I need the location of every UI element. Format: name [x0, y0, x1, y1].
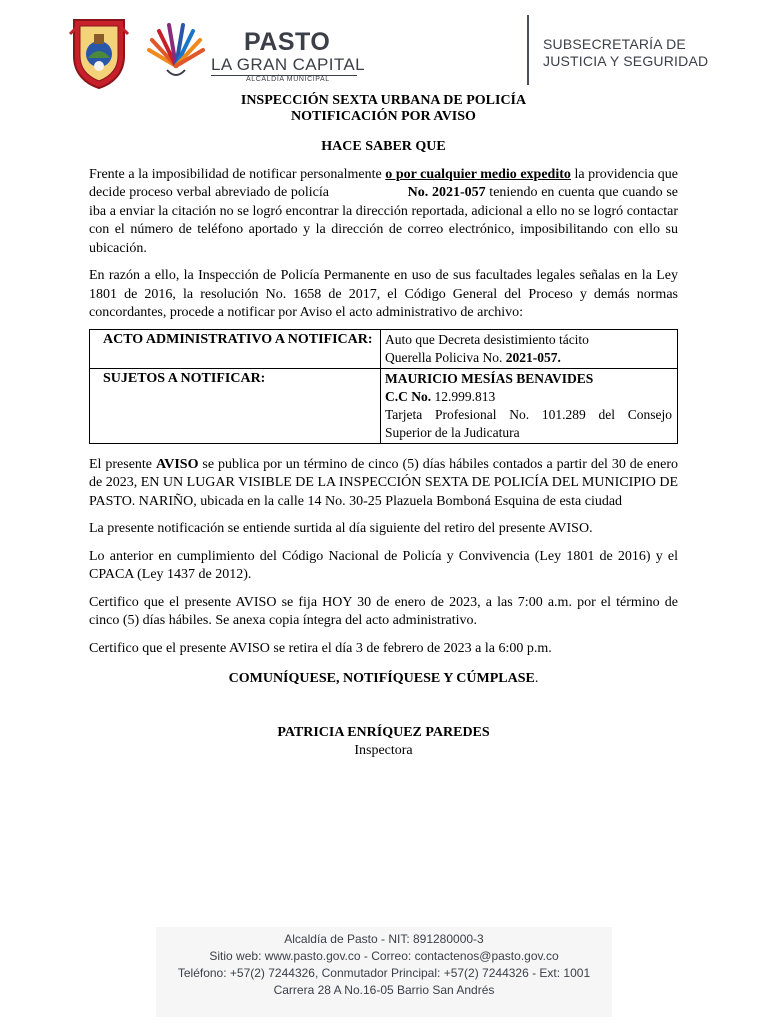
- department-line-2: JUSTICIA Y SEGURIDAD: [543, 53, 709, 69]
- footer-line-1: Alcaldía de Pasto - NIT: 891280000-3: [284, 932, 484, 946]
- paragraph-surtida: La presente notificación se entiende surtida al día siguiente del retiro del presente AVISO.: [89, 521, 593, 536]
- notification-table: [89, 329, 678, 444]
- document-subtitle: NOTIFICACIÓN POR AVISO: [291, 109, 476, 124]
- acto-value-line-1: Auto que Decreta desistimiento tácito: [385, 331, 589, 347]
- paragraph-certifico-fija: Certifico que el presente AVISO se fija HOY 30 de enero de 2023, a las 7:00 a.m. por el término de cinco (5) días hábiles. Se anexa copia íntegra del acto administrativo.: [89, 594, 678, 628]
- querella-label: Querella Policiva No.: [385, 349, 506, 365]
- subject-id: [385, 388, 672, 406]
- acto-key: ACTO ADMINISTRATIVO A NOTIFICAR:: [90, 329, 381, 368]
- footer-line-2: Sitio web: www.pasto.gov.co - Correo: contactenos@pasto.gov.co: [209, 949, 559, 963]
- page-footer: [156, 927, 612, 1017]
- p3-text-a: El presente: [89, 456, 156, 472]
- p1-text-c: teniendo en cuenta que cuando se iba a enviar la citación no se logró encontrar la dirección reportada, adicional a ello no se logró contactar con el número de teléfono aportado y la dirección de correo electrónico, imposibilitando con ello su ubicación.: [89, 185, 678, 256]
- brand-name: PASTO: [244, 28, 331, 56]
- p1-text-a: Frente a la imposibilidad de notificar personalmente: [89, 166, 386, 182]
- table-row: [90, 368, 678, 443]
- footer-line-3: Teléfono: +57(2) 7244326, Conmutador Principal: +57(2) 7244326 - Ext: 1001: [177, 966, 591, 980]
- cc-label: C.C No.: [385, 388, 432, 404]
- paragraph-intro: [89, 166, 678, 259]
- header-divider: [527, 15, 529, 85]
- acto-value: [381, 329, 678, 368]
- document-title: INSPECCIÓN SEXTA URBANA DE POLICÍA: [240, 93, 527, 108]
- footer-line-4: Carrera 28 A No.16-05 Barrio San Andrés: [273, 983, 495, 997]
- p1-underlined: o por cualquier medio expedito: [385, 166, 571, 182]
- document-body: [89, 93, 678, 760]
- acto-value-line-2: [385, 349, 672, 367]
- tarjeta-profesional: Tarjeta Profesional No. 101.289 del Consejo Superior de la Judicatura: [385, 406, 672, 440]
- signer-name: PATRICIA ENRÍQUEZ PAREDES: [277, 724, 490, 740]
- sujetos-value: [381, 368, 678, 443]
- p3-aviso-bold: AVISO: [155, 456, 199, 472]
- sujetos-key: SUJETOS A NOTIFICAR:: [90, 368, 381, 443]
- brand-subtitle: ALCALDÍA MUNICIPAL: [246, 76, 330, 83]
- pasto-emblem-icon: [143, 20, 209, 82]
- department-name: [543, 36, 708, 70]
- hace-saber-heading: HACE SABER QUE: [321, 139, 446, 154]
- paragraph-legal-basis: En razón a ello, la Inspección de Policía Permanente en uso de sus facultades legales señalas en la Ley 1801 de 2016, la resolución No. 1658 de 2017, el Código General del Proceso y demás normas concordantes, procede a notificar por Aviso el acto administrativo de archivo:: [89, 268, 678, 320]
- paragraph-certifico-retira: Certifico que el presente AVISO se retira el día 3 de febrero de 2023 a la 6:00 p.m.: [89, 640, 552, 656]
- p3-text-b: se publica por un término de cinco (5) días hábiles contados a partir del 30 de enero de 2023, EN UN LUGAR VISIBLE DE LA INSPECCIÓN SEXTA DE POLICÍA DEL MUNICIPIO DE PASTO. NARIÑO, ubicada en la calle 14 No. 30-25 Plazuela Bomboná Esquina de esta ciudad: [89, 456, 678, 509]
- closing-text: COMUNÍQUESE, NOTIFÍQUESE Y CÚMPLASE: [228, 671, 535, 686]
- brand-tagline: LA GRAN CAPITAL: [211, 55, 366, 74]
- p1-text-b: la providencia que decide proceso verbal abreviado de policía: [89, 166, 678, 200]
- signer-role: Inspectora: [354, 742, 413, 758]
- p1-process-number: No. 2021-057: [407, 185, 486, 200]
- letterhead: [0, 0, 768, 95]
- department-line-1: SUBSECRETARÍA DE: [543, 36, 686, 52]
- closing-period: .: [534, 671, 539, 686]
- querella-number: 2021-057.: [505, 349, 561, 365]
- paragraph-compliance: Lo anterior en cumplimiento del Código Nacional de Policía y Convivencia (Ley 1801 de 2016) y el CPACA (Ley 1437 de 2012).: [89, 548, 678, 582]
- closing-statement: [89, 670, 678, 689]
- paragraph-publication: [89, 456, 678, 512]
- table-row: [90, 329, 678, 368]
- coat-of-arms-icon: [66, 14, 132, 90]
- cc-value: 12.999.813: [431, 388, 496, 404]
- subject-name: MAURICIO MESÍAS BENAVIDES: [385, 370, 594, 386]
